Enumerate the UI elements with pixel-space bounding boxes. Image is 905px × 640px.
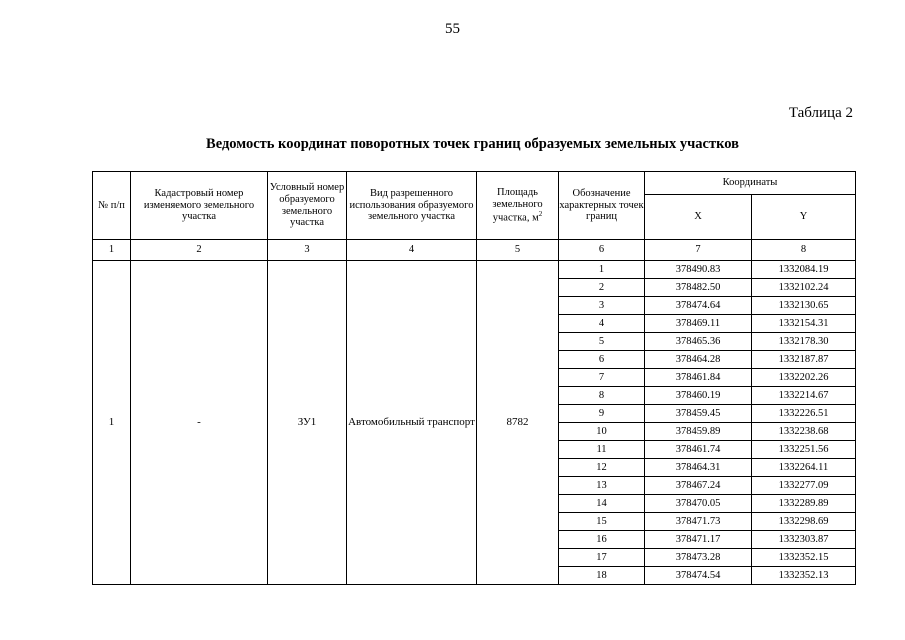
table-label: Таблица 2 bbox=[788, 105, 853, 121]
point-x: 378470.05 bbox=[645, 495, 752, 513]
point-number: 11 bbox=[559, 441, 645, 459]
header-conditional-number: Условный номер образуемого земельного участка bbox=[268, 172, 347, 240]
column-number: 4 bbox=[347, 240, 477, 261]
header-coordinates: Координаты bbox=[645, 172, 856, 195]
point-y: 1332298.69 bbox=[752, 513, 856, 531]
point-y: 1332277.09 bbox=[752, 477, 856, 495]
point-y: 1332202.26 bbox=[752, 369, 856, 387]
header-area-text: Площадь земельного участка, м bbox=[492, 187, 543, 224]
header-x: X bbox=[645, 195, 752, 240]
point-x: 378471.73 bbox=[645, 513, 752, 531]
point-y: 1332289.89 bbox=[752, 495, 856, 513]
point-number: 15 bbox=[559, 513, 645, 531]
header-area-sup: 2 bbox=[538, 209, 543, 218]
point-x: 378482.50 bbox=[645, 279, 752, 297]
point-x: 378473.28 bbox=[645, 549, 752, 567]
point-y: 1332238.68 bbox=[752, 423, 856, 441]
point-x: 378471.17 bbox=[645, 531, 752, 549]
point-number: 7 bbox=[559, 369, 645, 387]
point-number: 16 bbox=[559, 531, 645, 549]
point-x: 378474.54 bbox=[645, 567, 752, 585]
point-x: 378467.24 bbox=[645, 477, 752, 495]
parcel-cadastral: - bbox=[131, 261, 268, 585]
column-number: 2 bbox=[131, 240, 268, 261]
point-y: 1332303.87 bbox=[752, 531, 856, 549]
point-number: 4 bbox=[559, 315, 645, 333]
point-y: 1332264.11 bbox=[752, 459, 856, 477]
parcel-num: 1 bbox=[93, 261, 131, 585]
point-number: 18 bbox=[559, 567, 645, 585]
point-number: 10 bbox=[559, 423, 645, 441]
point-x: 378461.84 bbox=[645, 369, 752, 387]
point-y: 1332226.51 bbox=[752, 405, 856, 423]
parcel-conditional: ЗУ1 bbox=[268, 261, 347, 585]
point-number: 9 bbox=[559, 405, 645, 423]
point-x: 378461.74 bbox=[645, 441, 752, 459]
point-number: 8 bbox=[559, 387, 645, 405]
header-permitted-use: Вид разрешенного использования образуемого земельного участка bbox=[347, 172, 477, 240]
point-y: 1332178.30 bbox=[752, 333, 856, 351]
column-number: 3 bbox=[268, 240, 347, 261]
point-number: 17 bbox=[559, 549, 645, 567]
point-number: 14 bbox=[559, 495, 645, 513]
point-y: 1332187.87 bbox=[752, 351, 856, 369]
column-number: 7 bbox=[645, 240, 752, 261]
header-num: № п/п bbox=[93, 172, 131, 240]
header-area bbox=[477, 172, 559, 240]
point-number: 3 bbox=[559, 297, 645, 315]
column-number: 6 bbox=[559, 240, 645, 261]
point-x: 378459.45 bbox=[645, 405, 752, 423]
point-y: 1332251.56 bbox=[752, 441, 856, 459]
coordinates-table bbox=[92, 171, 856, 585]
point-y: 1332130.65 bbox=[752, 297, 856, 315]
point-number: 2 bbox=[559, 279, 645, 297]
points-body bbox=[93, 261, 856, 585]
column-number: 8 bbox=[752, 240, 856, 261]
point-y: 1332154.31 bbox=[752, 315, 856, 333]
header-cadastral: Кадастровый номер изменяемого земельного участка bbox=[131, 172, 268, 240]
column-number: 1 bbox=[93, 240, 131, 261]
point-y: 1332214.67 bbox=[752, 387, 856, 405]
page-number: 55 bbox=[445, 21, 460, 37]
parcel-use: Автомобильный транспорт bbox=[347, 261, 477, 585]
point-number: 12 bbox=[559, 459, 645, 477]
point-x: 378490.83 bbox=[645, 261, 752, 279]
point-x: 378459.89 bbox=[645, 423, 752, 441]
parcel-area: 8782 bbox=[477, 261, 559, 585]
point-x: 378460.19 bbox=[645, 387, 752, 405]
header-row bbox=[93, 172, 856, 195]
point-y: 1332102.24 bbox=[752, 279, 856, 297]
document-title: Ведомость координат поворотных точек границ образуемых земельных участков bbox=[206, 136, 739, 152]
point-x: 378464.31 bbox=[645, 459, 752, 477]
point-number: 1 bbox=[559, 261, 645, 279]
point-x: 378469.11 bbox=[645, 315, 752, 333]
point-x: 378465.36 bbox=[645, 333, 752, 351]
point-y: 1332352.13 bbox=[752, 567, 856, 585]
table-row bbox=[93, 261, 856, 279]
point-number: 13 bbox=[559, 477, 645, 495]
column-number: 5 bbox=[477, 240, 559, 261]
header-y: Y bbox=[752, 195, 856, 240]
column-numbers-row bbox=[93, 240, 856, 261]
point-y: 1332084.19 bbox=[752, 261, 856, 279]
header-point-designation: Обозначение характерных точек границ bbox=[559, 172, 645, 240]
point-y: 1332352.15 bbox=[752, 549, 856, 567]
point-number: 5 bbox=[559, 333, 645, 351]
point-x: 378464.28 bbox=[645, 351, 752, 369]
point-x: 378474.64 bbox=[645, 297, 752, 315]
point-number: 6 bbox=[559, 351, 645, 369]
